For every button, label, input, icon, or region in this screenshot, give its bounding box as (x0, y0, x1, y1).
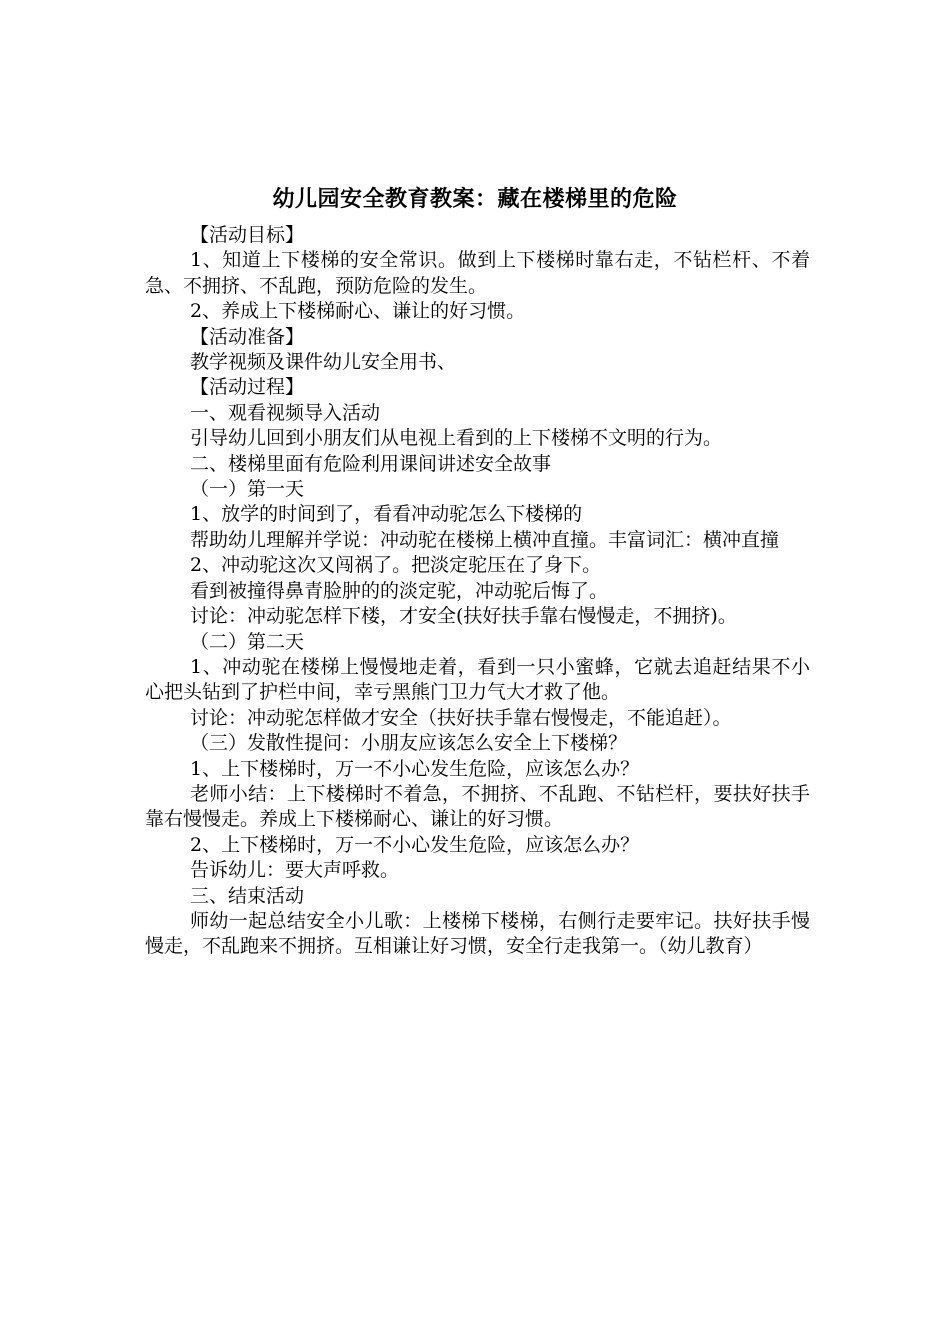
paragraph: 讨论：冲动驼怎样做才安全（扶好扶手靠右慢慢走，不能追赶）。 (190, 706, 732, 729)
paragraph: 三、结束活动 (190, 884, 305, 907)
paragraph: 2、养成上下楼梯耐心、谦让的好习惯。 (190, 300, 526, 323)
paragraph: 引导幼儿回到小朋友们从电视上看到的上下楼梯不文明的行为。 (190, 427, 723, 450)
paragraph: 一、观看视频导入活动 (190, 401, 381, 424)
document-body (145, 223, 810, 960)
paragraph: 告诉幼儿：要大声呼救。 (190, 859, 400, 882)
paragraph: 帮助幼儿理解并学说：冲动驼在楼梯上横冲直撞。丰富词汇：横冲直撞 (190, 528, 780, 551)
paragraph: 2、上下楼梯时，万一不小心发生危险，应该怎么办？ (190, 833, 640, 856)
section-heading-goals: 【活动目标】 (190, 224, 305, 246)
paragraph: （一）第一天 (190, 478, 305, 501)
paragraph: 2、冲动驼这次又闯祸了。把淡定驼压在了身下。 (190, 554, 602, 577)
paragraph: （二）第二天 (190, 630, 305, 653)
paragraph: （三）发散性提问：小朋友应该怎么安全上下楼梯？ (190, 732, 628, 755)
paragraph: 1、放学的时间到了，看看冲动驼怎么下楼梯的 (190, 503, 583, 526)
section-heading-process: 【活动过程】 (190, 376, 305, 399)
paragraph: 教学视频及课件幼儿安全用书、 (190, 351, 457, 374)
paragraph: 1、上下楼梯时，万一不小心发生危险，应该怎么办？ (190, 757, 640, 780)
document-title: 幼儿园安全教育教案：藏在楼梯里的危险 (272, 187, 678, 212)
section-heading-preparation: 【活动准备】 (190, 325, 305, 348)
paragraph: 师幼一起总结安全小儿歌：上楼梯下楼梯，右侧行走要牢记。扶好扶手慢慢走，不乱跑来不拥挤。互相谦让好习惯，安全行走我第一。（幼儿教育） (145, 909, 810, 958)
paragraph: 讨论：冲动驼怎样下楼，才安全(扶好扶手靠右慢慢走，不拥挤)。 (190, 605, 737, 628)
paragraph: 二、楼梯里面有危险利用课间讲述安全故事 (190, 452, 552, 475)
paragraph: 1、知道上下楼梯的安全常识。做到上下楼梯时靠右走，不钻栏杆、不着急、不拥挤、不乱跑，预防危险的发生。 (145, 249, 810, 297)
paragraph: 老师小结：上下楼梯时不着急，不拥挤、不乱跑、不钻栏杆，要扶好扶手靠右慢慢走。养成上下楼梯耐心、谦让的好习惯。 (145, 782, 810, 831)
paragraph: 1、冲动驼在楼梯上慢慢地走着，看到一只小蜜蜂，它就去追赶结果不小心把头钻到了护栏中间，幸亏黑熊门卫力气大才救了他。 (145, 655, 810, 704)
paragraph: 看到被撞得鼻青脸肿的的淡定驼，冲动驼后悔了。 (190, 579, 609, 602)
